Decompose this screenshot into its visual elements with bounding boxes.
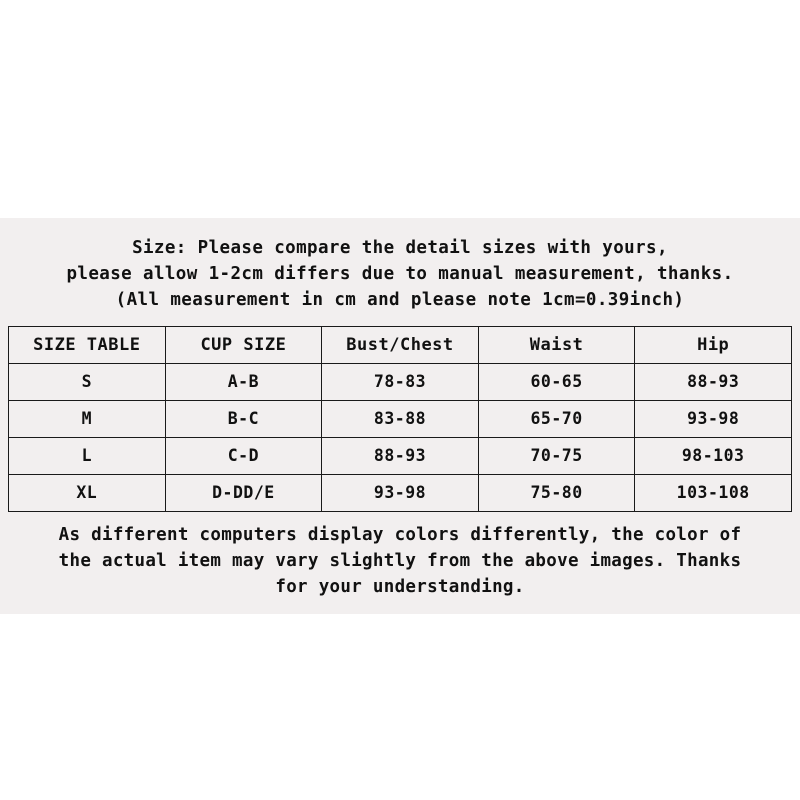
cell-hip: 93-98 bbox=[635, 400, 792, 437]
cell-cup-size: D-DD/E bbox=[165, 474, 322, 511]
table-row bbox=[9, 363, 792, 400]
cell-hip: 98-103 bbox=[635, 437, 792, 474]
table-body bbox=[9, 363, 792, 511]
intro-line-3: (All measurement in cm and please note 1cm=0.39inch) bbox=[115, 289, 685, 310]
intro-line-2: please allow 1-2cm differs due to manual measurement, thanks. bbox=[66, 263, 734, 284]
table-header-bust-chest: Bust/Chest bbox=[322, 326, 479, 363]
cell-waist: 65-70 bbox=[478, 400, 635, 437]
cell-bust-chest: 78-83 bbox=[322, 363, 479, 400]
cell-waist: 70-75 bbox=[478, 437, 635, 474]
cell-size: S bbox=[9, 363, 166, 400]
footnote-line-3: for your understanding. bbox=[275, 577, 525, 598]
cell-size: M bbox=[9, 400, 166, 437]
table-header bbox=[9, 326, 792, 363]
cell-size: XL bbox=[9, 474, 166, 511]
cell-hip: 103-108 bbox=[635, 474, 792, 511]
cell-bust-chest: 83-88 bbox=[322, 400, 479, 437]
table-row bbox=[9, 400, 792, 437]
cell-hip: 88-93 bbox=[635, 363, 792, 400]
cell-size: L bbox=[9, 437, 166, 474]
size-table bbox=[8, 326, 792, 512]
cell-cup-size: A-B bbox=[165, 363, 322, 400]
cell-waist: 60-65 bbox=[478, 363, 635, 400]
cell-cup-size: B-C bbox=[165, 400, 322, 437]
table-header-size-table: SIZE TABLE bbox=[9, 326, 166, 363]
table-header-hip: Hip bbox=[635, 326, 792, 363]
table-header-waist: Waist bbox=[478, 326, 635, 363]
table-header-row bbox=[9, 326, 792, 363]
intro-line-1: Size: Please compare the detail sizes with yours, bbox=[132, 238, 668, 258]
footnote-line-2: the actual item may vary slightly from the above images. Thanks bbox=[58, 550, 742, 571]
cell-cup-size: C-D bbox=[165, 437, 322, 474]
table-row bbox=[9, 437, 792, 474]
cell-waist: 75-80 bbox=[478, 474, 635, 511]
color-disclaimer-text bbox=[0, 512, 800, 615]
intro-text bbox=[0, 218, 800, 324]
footnote-line-1: As different computers display colors differently, the color of bbox=[58, 524, 742, 545]
cell-bust-chest: 93-98 bbox=[322, 474, 479, 511]
cell-bust-chest: 88-93 bbox=[322, 437, 479, 474]
size-chart-panel bbox=[0, 218, 800, 614]
table-row bbox=[9, 474, 792, 511]
table-header-cup-size: CUP SIZE bbox=[165, 326, 322, 363]
